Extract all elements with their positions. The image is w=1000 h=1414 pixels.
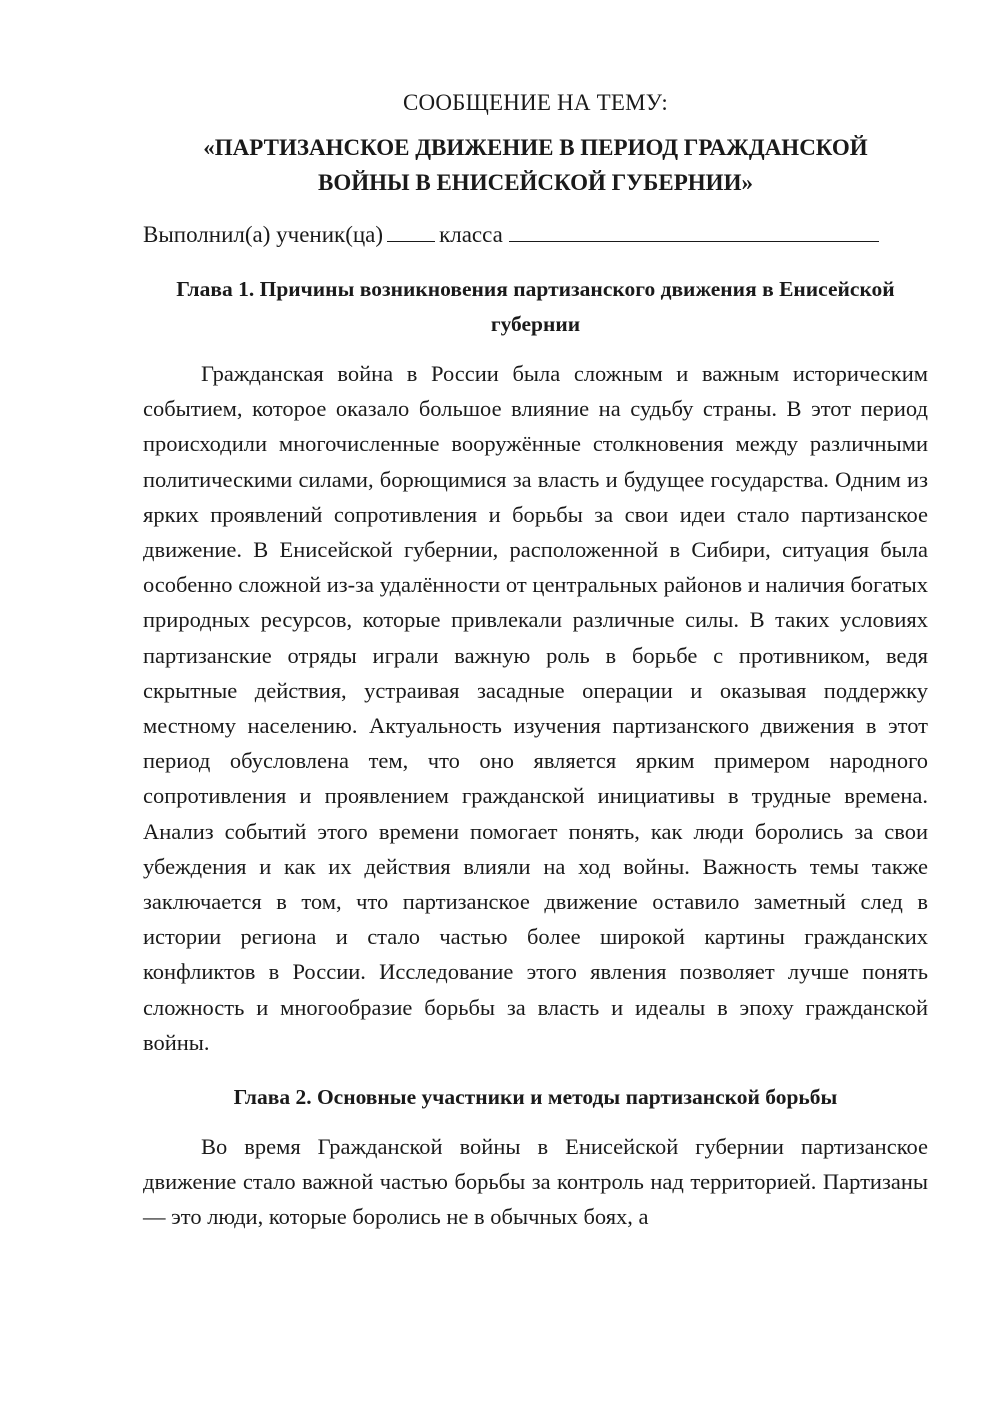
class-word: класса (439, 222, 503, 247)
class-number-blank (387, 221, 435, 242)
document-page (143, 88, 928, 1255)
author-prefix: Выполнил(а) ученик(ца) (143, 222, 384, 247)
chapter-1-paragraph: Гражданская война в России была сложным и важным историческим событием, которое оказало большое влияние на судьбу страны. В этот период происходили многочисленные вооружённые столкновения между различными политическими силами, борющимися за власть и будущее государства. Одним из ярких проявлений сопротивления и борьбы за свои идеи стало партизанское движение. В Енисейской губернии, расположенной в Сибири, ситуация была особенно сложной из-за удалённости от центральных районов и наличия богатых природных ресурсов, которые привлекали различные силы. В таких условиях партизанские отряды играли важную роль в борьбе с противником, ведя скрытные действия, устраивая засадные операции и оказывая поддержку местному населению. Актуальность изучения партизанского движения в этот период обусловлена тем, что оно является ярким примером народного сопротивления и проявлением гражданской инициативы в трудные времена. Анализ событий этого времени помогает понять, как люди боролись за свои убеждения и как их действия влияли на ход войны. Важность темы также заключается в том, что партизанское движение оставило заметный след в истории региона и стало частью более широкой картины гражданских конфликтов в России. Исследование этого явления позволяет лучше понять сложность и многообразие борьбы за власть и идеалы в эпоху гражданской войны. (143, 361, 928, 1055)
chapter-2-paragraph: Во время Гражданской войны в Енисейской губернии партизанское движение стало важной частью борьбы за контроль над территорией. Партизаны — это люди, которые боролись не в обычных боях, а (143, 1134, 928, 1230)
author-line (143, 220, 928, 250)
document-label: СООБЩЕНИЕ НА ТЕМУ: (403, 90, 668, 115)
chapter-1-heading: Глава 1. Причины возникновения партизанского движения в Енисейской губернии (176, 277, 895, 336)
chapter-2-heading: Глава 2. Основные участники и методы партизанской борьбы (233, 1085, 838, 1110)
document-title: «ПАРТИЗАНСКОЕ ДВИЖЕНИЕ В ПЕРИОД ГРАЖДАНСКОЙ ВОЙНЫ В ЕНИСЕЙСКОЙ ГУБЕРНИИ» (203, 135, 868, 195)
student-name-blank (509, 221, 879, 242)
